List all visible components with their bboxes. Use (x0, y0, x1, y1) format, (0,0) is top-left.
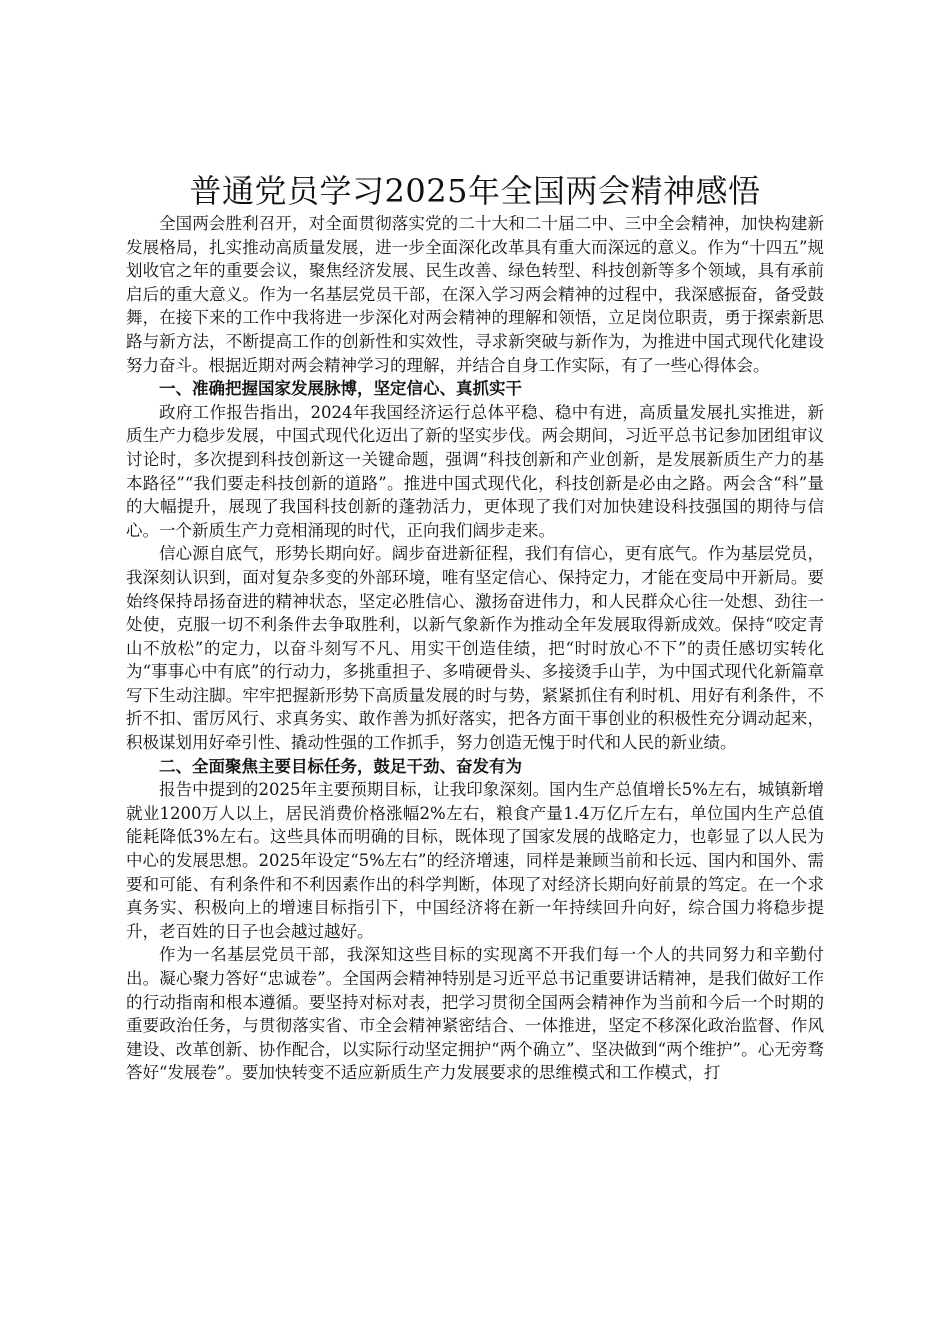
document-body (126, 170, 824, 1085)
section-2-paragraph-1: 报告中提到的2025年主要预期目标，让我印象深刻。国内生产总值增长5%左右，城镇新增就业1200万人以上，居民消费价格涨幅2%左右，粮食产量1.4万亿斤左右，单位国内生产总值能耗降低3%左右。这些具体而明确的目标，既体现了国家发展的战略定力，也彰显了以人民为中心的发展思想。2025年设定“5%左右”的经济增速，同样是兼顾当前和长远、国内和国外、需要和可能、有利条件和不利因素作出的科学判断，体现了对经济长期向好前景的笃定。在一个求真务实、积极向上的增速目标指引下，中国经济将在新一年持续回升向好，综合国力将稳步提升，老百姓的日子也会越过越好。 (126, 780, 824, 941)
section-heading-1: 一、准确把握国家发展脉博，坚定信心、真抓实干 (159, 379, 522, 399)
section-heading-2: 二、全面聚焦主要目标任务，鼓足干劲、奋发有为 (159, 756, 522, 776)
section-1-paragraph-2: 信心源自底气，形势长期向好。阔步奋进新征程，我们有信心，更有底气。作为基层党员，我深刻认识到，面对复杂多变的外部环境，唯有坚定信心、保持定力，才能在变局中开新局。要始终保持昂扬奋进的精神状态，坚定必胜信心、激扬奋进伟力，和人民群众心往一处想、劲往一处使，克服一切不利条件去争取胜利，以新气象新作为推动全年发展取得新成效。保持“咬定青山不放松”的定力，以奋斗刻写不凡、用实干创造佳绩，把“时时放心不下”的责任感切实转化为“事事心中有底”的行动力，多挑重担子、多啃硬骨头、多接烫手山芋，为中国式现代化新篇章写下生动注脚。牢牢把握新形势下高质量发展的时与势，紧紧抓住有利时机、用好有利条件，不折不扣、雷厉风行、求真务实、敢作善为抓好落实，把各方面干事创业的积极性充分调动起来，积极谋划用好牵引性、撬动性强的工作抓手，努力创造无愧于时代和人民的新业绩。 (126, 544, 824, 753)
section-1-paragraph-1: 政府工作报告指出，2024年我国经济运行总体平稳、稳中有进，高质量发展扎实推进，新质生产力稳步发展，中国式现代化迈出了新的坚实步伐。两会期间，习近平总书记参加团组审议讨论时，多次提到科技创新这一关键命题，强调“科技创新和产业创新，是发展新质生产力的基本路径”“我们要走科技创新的道路”。推进中国式现代化，科技创新是必由之路。两会含“科”量的大幅提升，展现了我国科技创新的蓬勃活力，更体现了我们对加快建设科技强国的期待与信心。一个新质生产力竞相涌现的时代，正向我们阔步走来。 (126, 402, 824, 540)
section-2-paragraph-2: 作为一名基层党员干部，我深知这些目标的实现离不开我们每一个人的共同努力和辛勤付出。凝心聚力答好“忠诚卷”。全国两会精神特别是习近平总书记重要讲话精神，是我们做好工作的行动指南和根本遵循。要坚持对标对表，把学习贯彻全国两会精神作为当前和今后一个时期的重要政治任务，与贯彻落实省、市全会精神紧密结合、一体推进，坚定不移深化政治监督、作风建设、改革创新、协作配合，以实际行动坚定拥护“两个确立”、坚决做到“两个维护”。心无旁骛答好“发展卷”。要加快转变不适应新质生产力发展要求的思维模式和工作模式，打 (126, 945, 824, 1083)
intro-paragraph: 全国两会胜利召开，对全面贯彻落实党的二十大和二十届二中、三中全会精神，加快构建新发展格局，扎实推动高质量发展，进一步全面深化改革具有重大而深远的意义。作为“十四五”规划收官之年的重要会议，聚焦经济发展、民生改善、绿色转型、科技创新等多个领域，具有承前启后的重大意义。作为一名基层党员干部，在深入学习两会精神的过程中，我深感振奋，备受鼓舞，在接下来的工作中我将进一步深化对两会精神的理解和领悟，立足岗位职责，勇于探索新思路与新方法，不断提高工作的创新性和实效性，寻求新突破与新作为，为推进中国式现代化建设努力奋斗。根据近期对两会精神学习的理解，并结合自身工作实际，有了一些心得体会。 (126, 214, 824, 375)
document-title: 普通党员学习2025年全国两会精神感悟 (189, 172, 761, 210)
